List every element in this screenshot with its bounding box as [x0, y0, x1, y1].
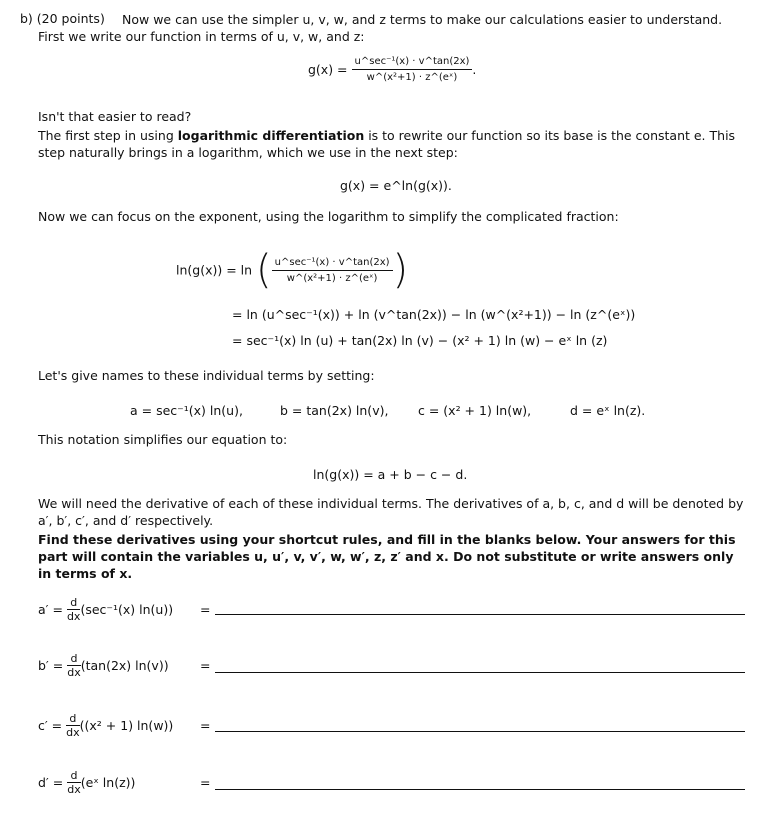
- notation-text: This notation simplifies our equation to:: [38, 432, 288, 447]
- log-line-3: = sec⁻¹(x) ln (u) + tan(2x) ln (v) − (x² + 1) ln (w) − eˣ ln (z): [232, 333, 608, 348]
- equals-c: =: [200, 718, 211, 733]
- g-numerator: u^sec⁻¹(x) · v^tan(2x): [352, 56, 473, 70]
- answer-row-d: d′ = $\frac{d}{dx}$ (eˣ ln(z)): [38, 769, 136, 796]
- answer-blank-b[interactable]: [215, 672, 745, 673]
- instructions-text: Find these derivatives using your shortcut rules, and fill in the blanks below. Your answers for this part will contain the variables u, u′, v, v′, w, w′, z, z′ and x. Do not substitute or write answers only in terms of x.: [38, 532, 736, 581]
- def-a: a = sec⁻¹(x) ln(u),: [130, 403, 243, 418]
- part-label: b) (20 points): [20, 11, 105, 26]
- answer-blank-c[interactable]: [215, 731, 745, 732]
- exponent-text: Now we can focus on the exponent, using the logarithm to simplify the complicated fraction:: [38, 209, 619, 224]
- step1-text: The first step in using logarithmic differentiation is to rewrite our function so its base is the constant e. This step naturally brings in a logarithm, which we use in the next step:: [38, 128, 736, 160]
- answer-row-b: b′ = $\frac{d}{dx}$ (tan(2x) ln(v)): [38, 652, 169, 679]
- derivs-text: We will need the derivative of each of these individual terms. The derivatives of a, b, c, and d will be denoted by a′, b′, c′, and d′ respectively.: [38, 496, 744, 528]
- log-denominator: w^(x²+1) · z^(eˣ): [286, 272, 378, 284]
- def-c: c = (x² + 1) ln(w),: [418, 403, 532, 418]
- answer-blank-a[interactable]: [215, 614, 745, 615]
- answer-row-c: c′ = $\frac{d}{dx}$ ((x² + 1) ln(w)): [38, 712, 174, 739]
- answer-row-a: a′ = $\frac{d}{dx}$ (sec⁻¹(x) ln(u)): [38, 596, 174, 623]
- def-b: b = tan(2x) ln(v),: [280, 403, 389, 418]
- g-equation: g(x) = $\frac{\text{u\textasciicircum{}sec⁻¹(x) · v\textasciicircum{}tan(2x)}}{\text{w\textasciicircum{}(x²+1) · z\textasciicircum{}(eˣ)}}$ .: [308, 56, 477, 83]
- equals-b: =: [200, 658, 211, 673]
- log-numerator: u^sec⁻¹(x) · v^tan(2x): [272, 257, 393, 271]
- simplified-equation: ln(g(x)) = a + b − c − d.: [313, 467, 468, 482]
- def-d: d = eˣ ln(z).: [570, 403, 646, 418]
- equals-a: =: [200, 602, 211, 617]
- g-fraction: [352, 56, 473, 83]
- names-text: Let's give names to these individual terms by setting:: [38, 368, 375, 383]
- log-line-2: = ln (u^sec⁻¹(x)) + ln (v^tan(2x)) − ln (w^(x²+1)) − ln (z^(eˣ)): [232, 307, 636, 322]
- log-line-1: ln(g(x)) = ln ( $\frac{\text{u\textasciicircum{}sec⁻¹(x) · v\textasciicircum{}tan(2x)}}{\text{w\textasciicircum{}(x²+1) · z\textasciicircum{}(eˣ)}}$ ): [176, 247, 409, 293]
- easier-text: Isn't that easier to read?: [38, 109, 192, 124]
- equals-d: =: [200, 775, 211, 790]
- answer-blank-d[interactable]: [215, 789, 745, 790]
- intro-text: Now we can use the simpler u, v, w, and z terms to make our calculations easier to understand. First we write our function in terms of u, v, w, and z:: [38, 12, 723, 44]
- exp-form-equation: g(x) = e^ln(g(x)).: [340, 178, 452, 193]
- g-denominator: w^(x²+1) · z^(eˣ): [366, 72, 458, 83]
